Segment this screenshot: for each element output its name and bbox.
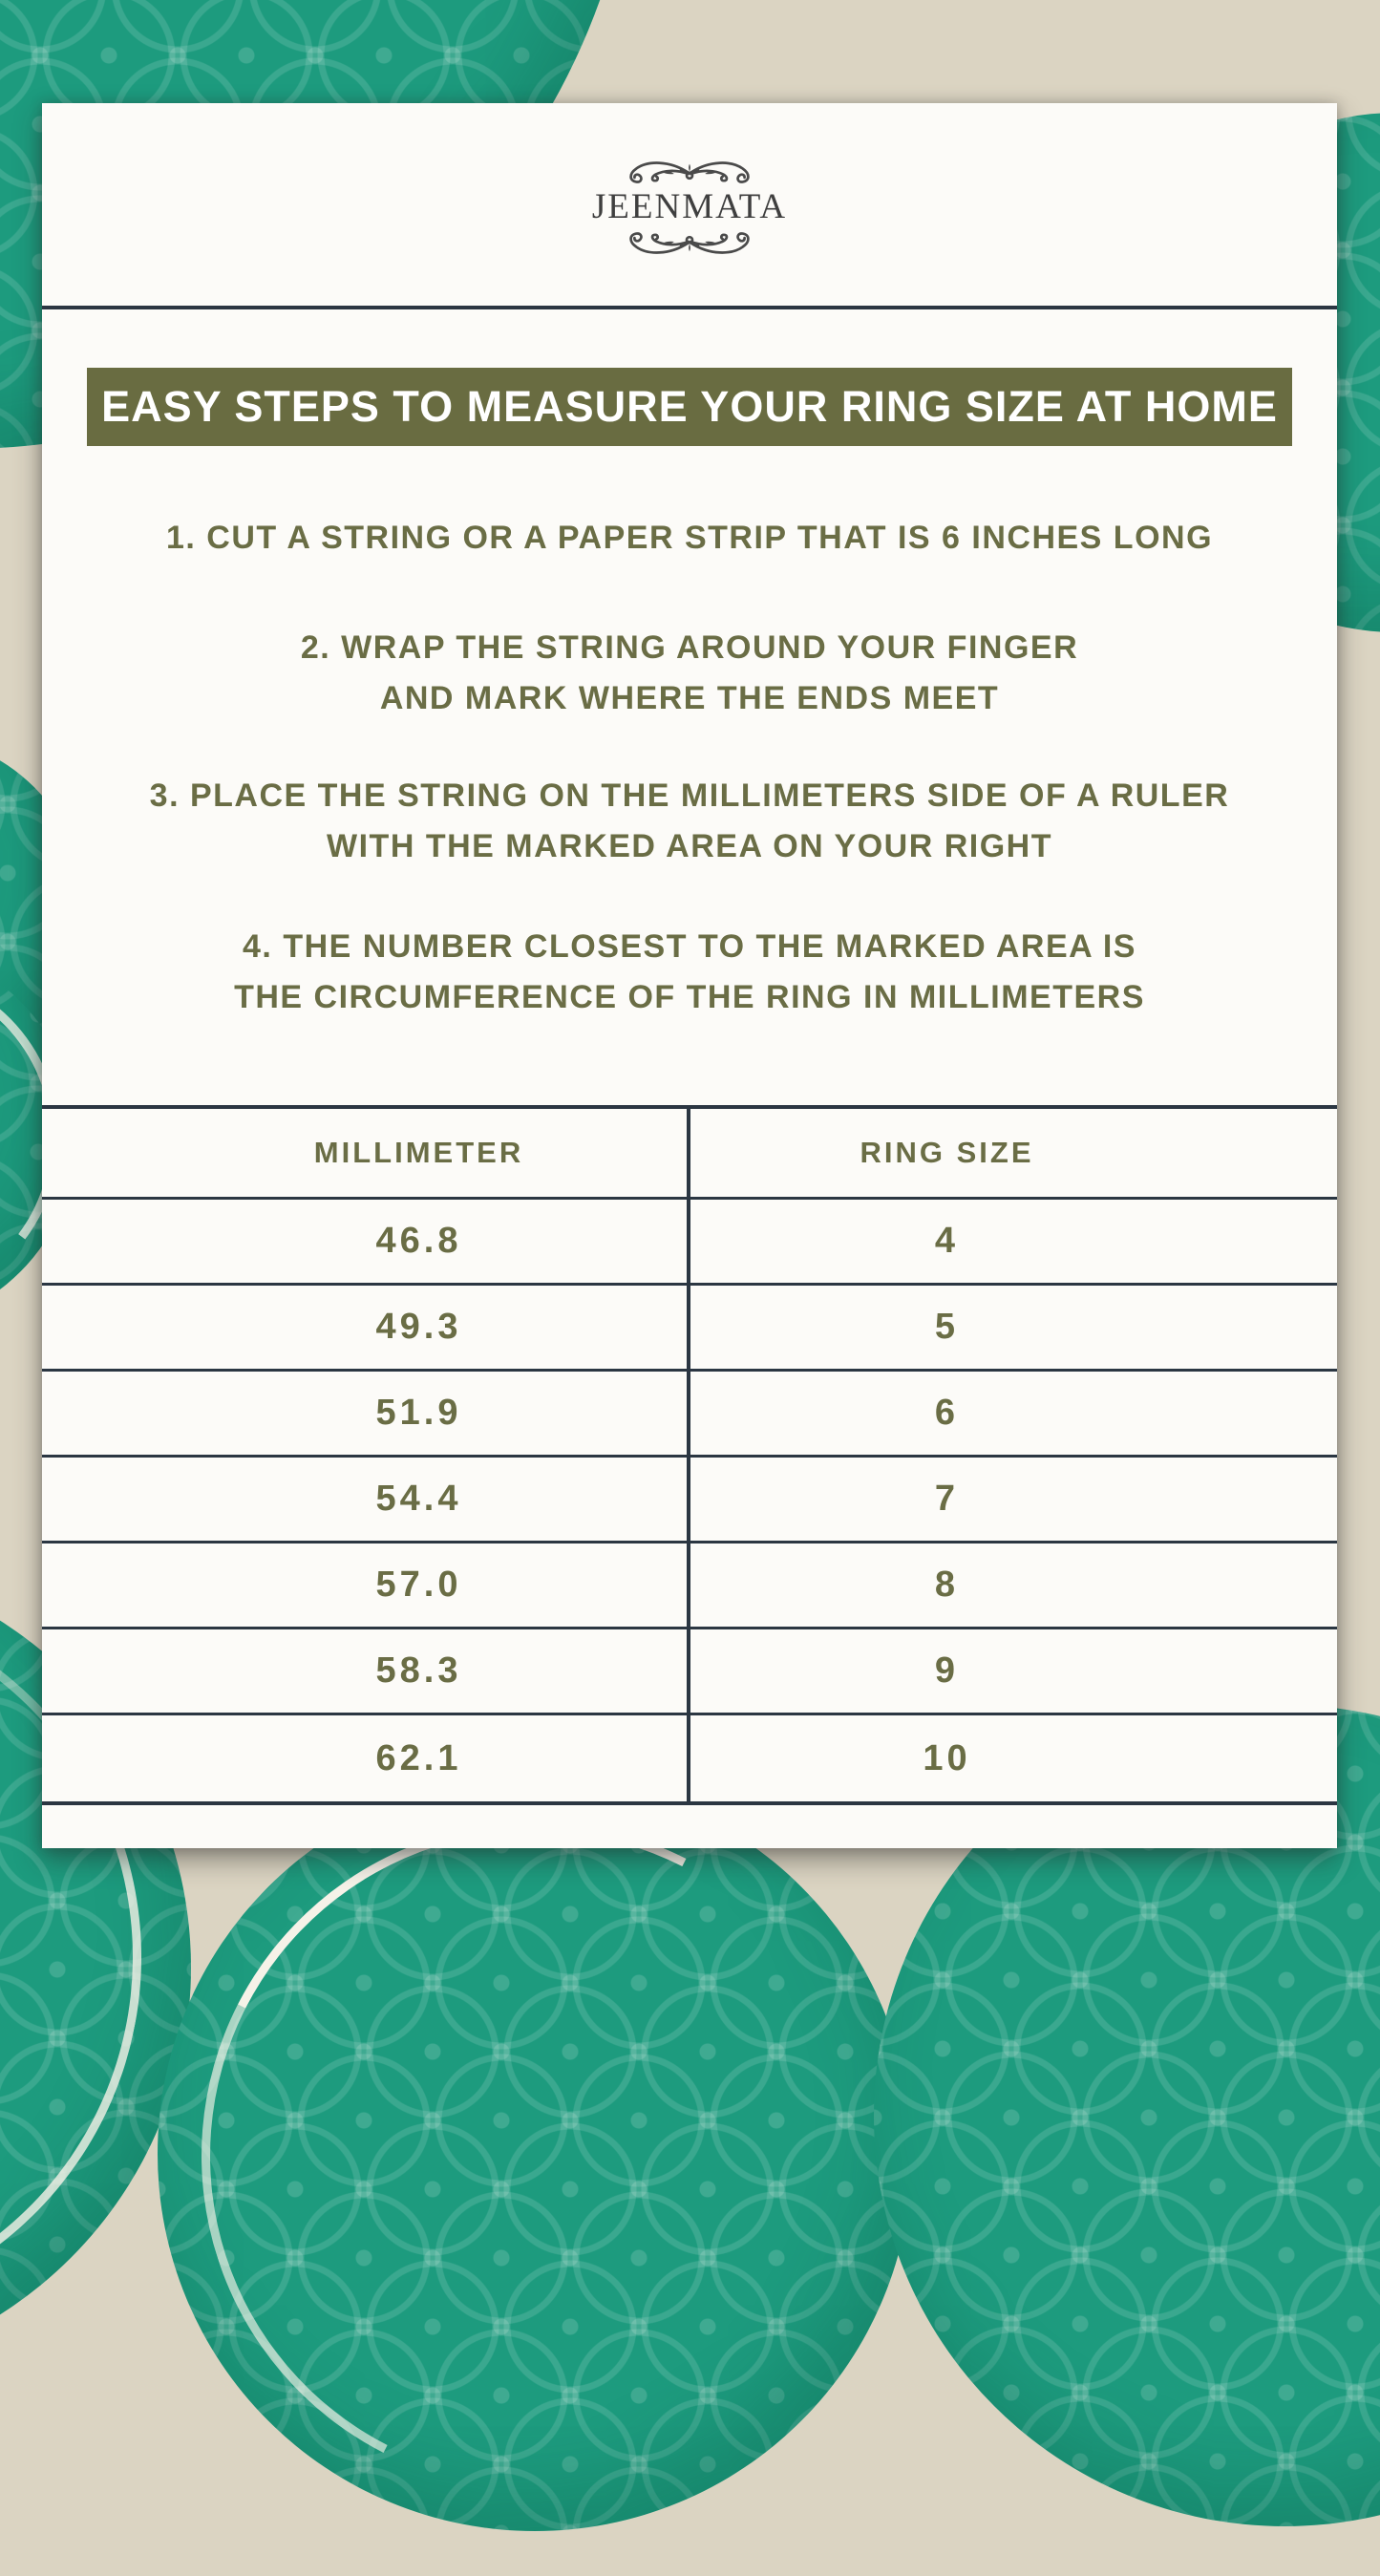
cell-ring-size: 4 xyxy=(934,1221,960,1261)
brand-logo xyxy=(42,145,1337,270)
cell-ring-size: 8 xyxy=(934,1565,960,1605)
table-row xyxy=(42,1543,1337,1629)
cell-ring-size: 9 xyxy=(934,1650,960,1691)
ring-size-table xyxy=(42,1105,1337,1805)
step-1 xyxy=(42,513,1337,564)
table-row xyxy=(42,1458,1337,1543)
page-title: EASY STEPS TO MEASURE YOUR RING SIZE AT HOME xyxy=(101,382,1278,431)
header-cell-ring-size: RING SIZE xyxy=(860,1136,1034,1169)
table-row xyxy=(42,1715,1337,1801)
cell-millimeter: 57.0 xyxy=(42,1543,690,1627)
logo-divider-line xyxy=(42,306,1337,309)
step-2 xyxy=(42,623,1337,724)
step-4 xyxy=(42,922,1337,1023)
table-row xyxy=(42,1286,1337,1372)
step-3-line-2: WITH THE MARKED AREA ON YOUR RIGHT xyxy=(327,828,1052,864)
flourish-top-icon xyxy=(607,145,772,185)
cell-millimeter: 46.8 xyxy=(42,1200,690,1283)
step-2-line-1: 2. WRAP THE STRING AROUND YOUR FINGER xyxy=(300,629,1079,666)
cell-ring-size: 7 xyxy=(934,1479,960,1519)
step-2-line-2: AND MARK WHERE THE ENDS MEET xyxy=(379,680,1000,716)
cell-ring-size: 6 xyxy=(934,1393,960,1433)
teal-blob-bottom-center xyxy=(158,1777,912,2531)
title-banner xyxy=(87,368,1292,446)
step-4-line-2: THE CIRCUMFERENCE OF THE RING IN MILLIMETERS xyxy=(234,979,1145,1015)
cell-millimeter: 62.1 xyxy=(42,1715,690,1801)
step-3-line-1: 3. PLACE THE STRING ON THE MILLIMETERS SIDE OF A RULER xyxy=(149,777,1230,814)
step-4-line-1: 4. THE NUMBER CLOSEST TO THE MARKED AREA IS xyxy=(243,928,1136,965)
table-header-row xyxy=(42,1109,1337,1200)
step-1-line-1: 1. CUT A STRING OR A PAPER STRIP THAT IS 6 INCHES LONG xyxy=(165,520,1214,556)
header-cell-millimeter: MILLIMETER xyxy=(42,1109,690,1197)
table-row xyxy=(42,1629,1337,1715)
cell-ring-size: 10 xyxy=(923,1737,971,1778)
guide-card xyxy=(42,103,1337,1848)
cell-millimeter: 58.3 xyxy=(42,1629,690,1713)
step-3 xyxy=(42,771,1337,872)
cell-millimeter: 54.4 xyxy=(42,1458,690,1541)
cell-ring-size: 5 xyxy=(934,1307,960,1347)
table-row xyxy=(42,1372,1337,1458)
cell-millimeter: 49.3 xyxy=(42,1286,690,1369)
table-row xyxy=(42,1200,1337,1286)
brand-name: JEENMATA xyxy=(591,187,788,226)
brush-arc xyxy=(115,1735,955,2576)
flourish-bottom-icon xyxy=(607,230,772,270)
cell-millimeter: 51.9 xyxy=(42,1372,690,1455)
